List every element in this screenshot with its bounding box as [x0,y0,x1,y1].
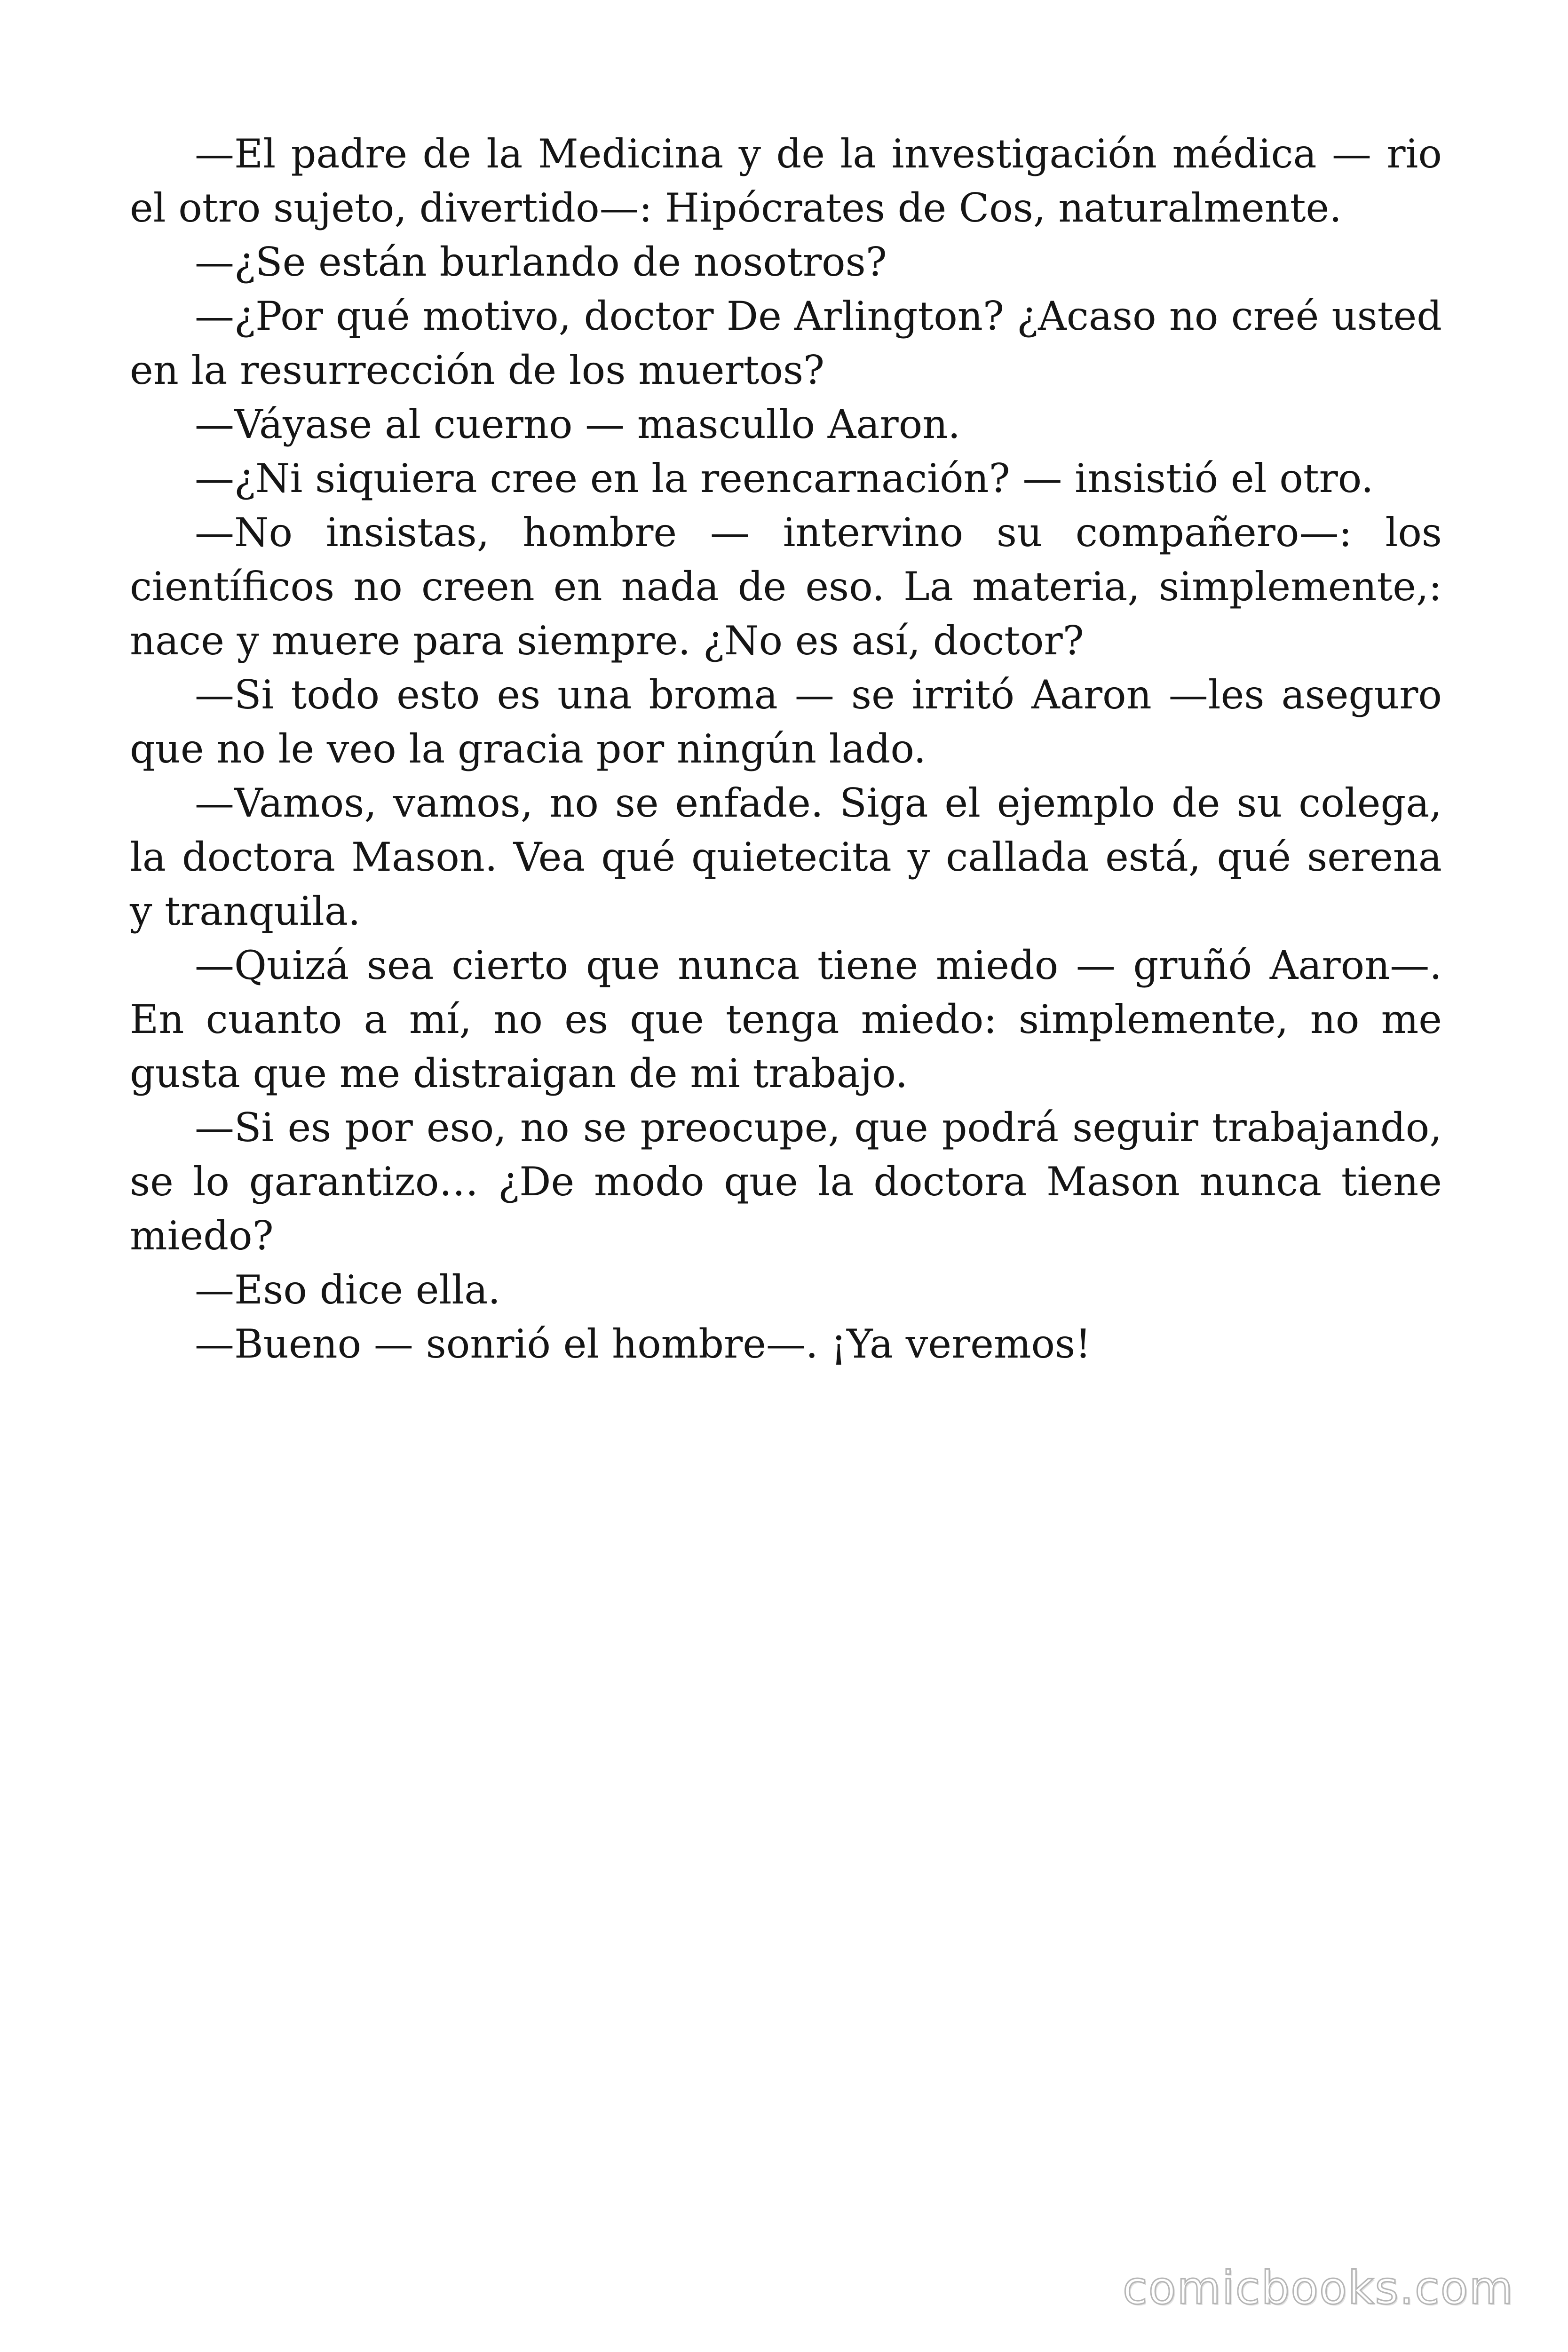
paragraph: —¿Por qué motivo, doctor De Arlington? ¿Acaso no creé usted en la resurrección de los muertos? [130,293,1442,393]
body-text [130,127,1442,1371]
paragraph: —El padre de la Medicina y de la investigación médica — rio el otro sujeto, divertido—: Hipócrates de Cos, naturalmente. [130,131,1442,231]
watermark: comicbooks.com [1122,2262,1514,2314]
paragraph: —Si es por eso, no se preocupe, que podrá seguir trabajando, se lo garantizo… ¿De modo que la doctora Mason nunca tiene miedo? [130,1104,1442,1259]
paragraph: —No insistas, hombre — intervino su compañero—: los científicos no creen en nada de eso. La materia, simplemente,: nace y muere para siempre. ¿No es así, doctor? [130,509,1442,664]
paragraph: —Eso dice ella. [195,1267,501,1313]
paragraph: —Si todo esto es una broma — se irritó Aaron —les aseguro que no le veo la gracia por ningún lado. [130,672,1442,772]
paragraph: —¿Ni siquiera cree en la reencarnación? — insistió el otro. [195,455,1374,501]
paragraph: —Bueno — sonrió el hombre—. ¡Ya veremos! [195,1321,1091,1367]
paragraph: —Vamos, vamos, no se enfade. Siga el ejemplo de su colega, la doctora Mason. Vea qué quietecita y callada está, qué serena y tranquila. [130,780,1442,934]
paragraph: —¿Se están burlando de nosotros? [195,239,887,285]
paragraph: —Quizá sea cierto que nunca tiene miedo — gruñó Aaron—. En cuanto a mí, no es que tenga miedo: simplemente, no me gusta que me distraigan de mi trabajo. [130,942,1442,1097]
paragraph: —Váyase al cuerno — mascullo Aaron. [195,401,961,447]
